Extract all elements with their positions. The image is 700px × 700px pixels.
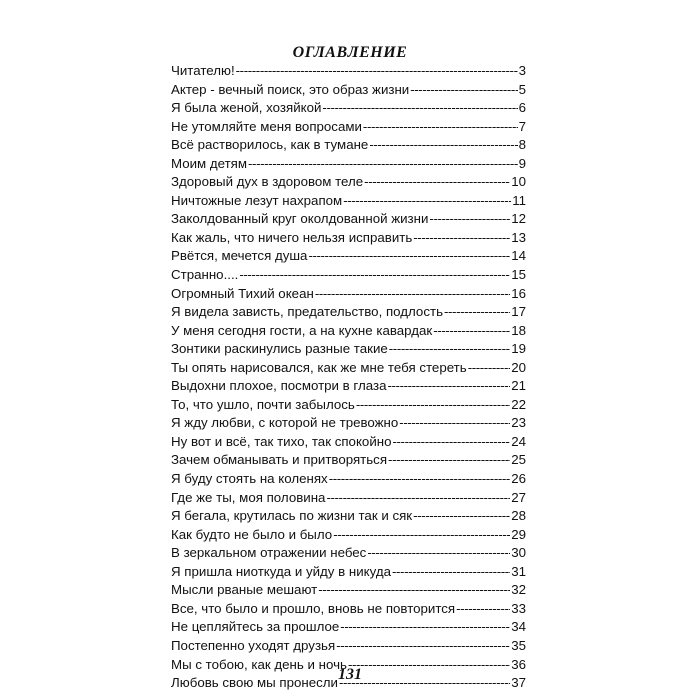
toc-entry-title: Зонтики раскинулись разные такие <box>171 341 388 357</box>
toc-entry-page: 25 <box>511 452 526 468</box>
toc-entry-title: Как жаль, что ничего нельзя исправить <box>171 229 413 245</box>
toc-dot-leader <box>333 526 510 545</box>
toc-entry-page: 27 <box>511 489 526 505</box>
toc-entry-title: Постепенно уходят друзья <box>171 637 336 653</box>
toc-entry-title: Огромный Тихий океан <box>171 285 314 301</box>
toc-entry-title: Я была женой, хозяйкой <box>171 100 322 116</box>
toc-entry-page: 33 <box>511 600 526 616</box>
toc-dot-leader <box>413 229 510 248</box>
toc-entry <box>171 470 526 489</box>
toc-entry <box>171 507 526 526</box>
toc-entry <box>171 544 526 563</box>
toc-dot-leader <box>367 544 510 563</box>
toc-dot-leader <box>392 433 510 452</box>
toc-dot-leader <box>369 136 517 155</box>
toc-dot-leader <box>389 340 510 359</box>
toc-entry-title: В зеркальном отражении небес <box>171 545 367 561</box>
toc-entry-page: 21 <box>511 378 526 394</box>
toc-entry-title: Ты опять нарисовался, как же мне тебя стереть <box>171 359 467 375</box>
toc-entry <box>171 81 526 100</box>
toc-entry-title: У меня сегодня гости, а на кухне кавардак <box>171 322 433 338</box>
toc-dot-leader <box>322 99 517 118</box>
toc-entry-title: Я буду стоять на коленях <box>171 471 328 487</box>
toc-entry <box>171 155 526 174</box>
toc-entry-title: Ничтожные лезут нахрапом <box>171 192 343 208</box>
toc-entry-page: 26 <box>511 471 526 487</box>
toc-entry-title: Я пришла ниоткуда и уйду в никуда <box>171 563 391 579</box>
toc-entry <box>171 526 526 545</box>
toc-entry-title: То, что ушло, почти забылось <box>171 396 355 412</box>
toc-entry-page: 28 <box>511 508 526 524</box>
toc-dot-leader <box>336 637 510 656</box>
toc-entry-page: 35 <box>511 637 526 653</box>
toc-entry-title: Ну вот и всё, так тихо, так спокойно <box>171 433 392 449</box>
toc-dot-leader <box>429 210 510 229</box>
toc-entry <box>171 396 526 415</box>
toc-entry-title: Выдохни плохое, посмотри в глаза <box>171 378 387 394</box>
toc-entry <box>171 247 526 266</box>
toc-entry <box>171 229 526 248</box>
toc-entry <box>171 99 526 118</box>
toc-entry-title: Здоровый дух в здоровом теле <box>171 174 364 190</box>
toc-entry <box>171 322 526 341</box>
toc-entry <box>171 451 526 470</box>
toc-entry <box>171 581 526 600</box>
toc-dot-leader <box>248 155 518 174</box>
toc-entry-page: 8 <box>518 137 526 153</box>
toc-entry-title: Я жду любви, с которой не тревожно <box>171 415 399 431</box>
toc-entry-page: 23 <box>511 415 526 431</box>
toc-dot-leader <box>413 507 510 526</box>
toc-entry-page: 3 <box>518 63 526 78</box>
toc-entry-page: 30 <box>511 545 526 561</box>
toc-entry-title: Все, что было и прошло, вновь не повторится <box>171 600 456 616</box>
toc-entry-page: 19 <box>511 341 526 357</box>
toc-entry-title: Заколдованный круг околдованной жизни <box>171 211 429 227</box>
toc-dot-leader <box>399 414 510 433</box>
toc-entry-page: 12 <box>511 211 526 227</box>
toc-dot-leader <box>318 581 510 600</box>
toc-dot-leader <box>363 118 518 137</box>
toc-dot-leader <box>329 470 511 489</box>
toc-entry-title: Странно.... <box>171 267 239 283</box>
toc-entry-title: Мы с тобою, как день и ночь <box>171 656 347 672</box>
toc-entry <box>171 285 526 304</box>
toc-entry <box>171 340 526 359</box>
toc-entry <box>171 359 526 378</box>
toc-entry-page: 15 <box>511 267 526 283</box>
toc-entry-page: 34 <box>511 619 526 635</box>
toc-entry-title: Не утомляйте меня вопросами <box>171 118 362 134</box>
toc-entry-title: Моим детям <box>171 155 248 171</box>
toc-entry <box>171 563 526 582</box>
toc-dot-leader <box>343 192 511 211</box>
toc-dot-leader <box>239 266 510 285</box>
toc-entry <box>171 118 526 137</box>
toc-entry <box>171 192 526 211</box>
toc-dot-leader <box>433 322 510 341</box>
toc-entry-title: Всё растворилось, как в тумане <box>171 137 369 153</box>
toc-entry <box>171 637 526 656</box>
toc-entry <box>171 62 526 81</box>
toc-entry-page: 22 <box>511 396 526 412</box>
toc-dot-leader <box>410 81 517 100</box>
toc-entry <box>171 489 526 508</box>
toc-dot-leader <box>236 62 518 81</box>
toc-entry-title: Читателю! <box>171 63 235 78</box>
toc-entry-page: 31 <box>511 563 526 579</box>
toc-entry-title: Зачем обманывать и притворяться <box>171 452 388 468</box>
toc-entry-title: Где же ты, моя половина <box>171 489 326 505</box>
toc-entry-page: 14 <box>511 248 526 264</box>
toc-entry-page: 6 <box>518 100 526 116</box>
toc-entry <box>171 303 526 322</box>
toc-entry <box>171 433 526 452</box>
toc-entry-page: 7 <box>518 118 526 134</box>
toc-dot-leader <box>388 451 510 470</box>
toc-dot-leader <box>308 247 510 266</box>
toc-entry <box>171 377 526 396</box>
toc-entry-title: Актер - вечный поиск, это образ жизни <box>171 81 410 97</box>
table-of-contents <box>171 62 526 693</box>
toc-entry-title: Мысли рваные мешают <box>171 582 318 598</box>
toc-dot-leader <box>356 396 510 415</box>
toc-entry-title: Как будто не было и было <box>171 526 333 542</box>
toc-entry-page: 18 <box>511 322 526 338</box>
toc-dot-leader <box>456 600 510 619</box>
toc-dot-leader <box>468 359 511 378</box>
toc-dot-leader <box>392 563 510 582</box>
toc-entry-page: 32 <box>511 582 526 598</box>
page-title: ОГЛАВЛЕНИЕ <box>292 44 408 61</box>
toc-dot-leader <box>364 173 510 192</box>
toc-entry-title: Не цепляйтесь за прошлое <box>171 619 340 635</box>
toc-entry-page: 16 <box>511 285 526 301</box>
toc-entry-page: 17 <box>511 304 526 320</box>
toc-entry-page: 29 <box>511 526 526 542</box>
toc-entry <box>171 266 526 285</box>
toc-dot-leader <box>326 489 510 508</box>
toc-entry <box>171 618 526 637</box>
toc-entry <box>171 414 526 433</box>
toc-entry-page: 20 <box>511 359 526 375</box>
toc-entry-title: Я бегала, крутилась по жизни так и сяк <box>171 508 413 524</box>
toc-dot-leader <box>444 303 510 322</box>
toc-entry-title: Рвётся, мечется душа <box>171 248 308 264</box>
toc-dot-leader <box>387 377 510 396</box>
toc-entry-page: 13 <box>511 229 526 245</box>
toc-entry <box>171 173 526 192</box>
toc-entry <box>171 600 526 619</box>
toc-entry-page: 36 <box>511 656 526 672</box>
toc-entry-page: 24 <box>511 433 526 449</box>
toc-entry-title: Я видела зависть, предательство, подлость <box>171 304 443 320</box>
toc-entry-page: 37 <box>511 675 526 691</box>
toc-entry-page: 11 <box>512 192 526 208</box>
page-number: 131 <box>338 666 362 683</box>
toc-dot-leader <box>340 618 510 637</box>
toc-entry-page: 10 <box>511 174 526 190</box>
toc-entry-page: 5 <box>518 81 526 97</box>
toc-dot-leader <box>315 285 510 304</box>
toc-entry-page: 9 <box>518 155 526 171</box>
toc-entry <box>171 210 526 229</box>
toc-entry <box>171 136 526 155</box>
toc-entry-title: Любовь свою мы пронесли <box>171 675 338 691</box>
